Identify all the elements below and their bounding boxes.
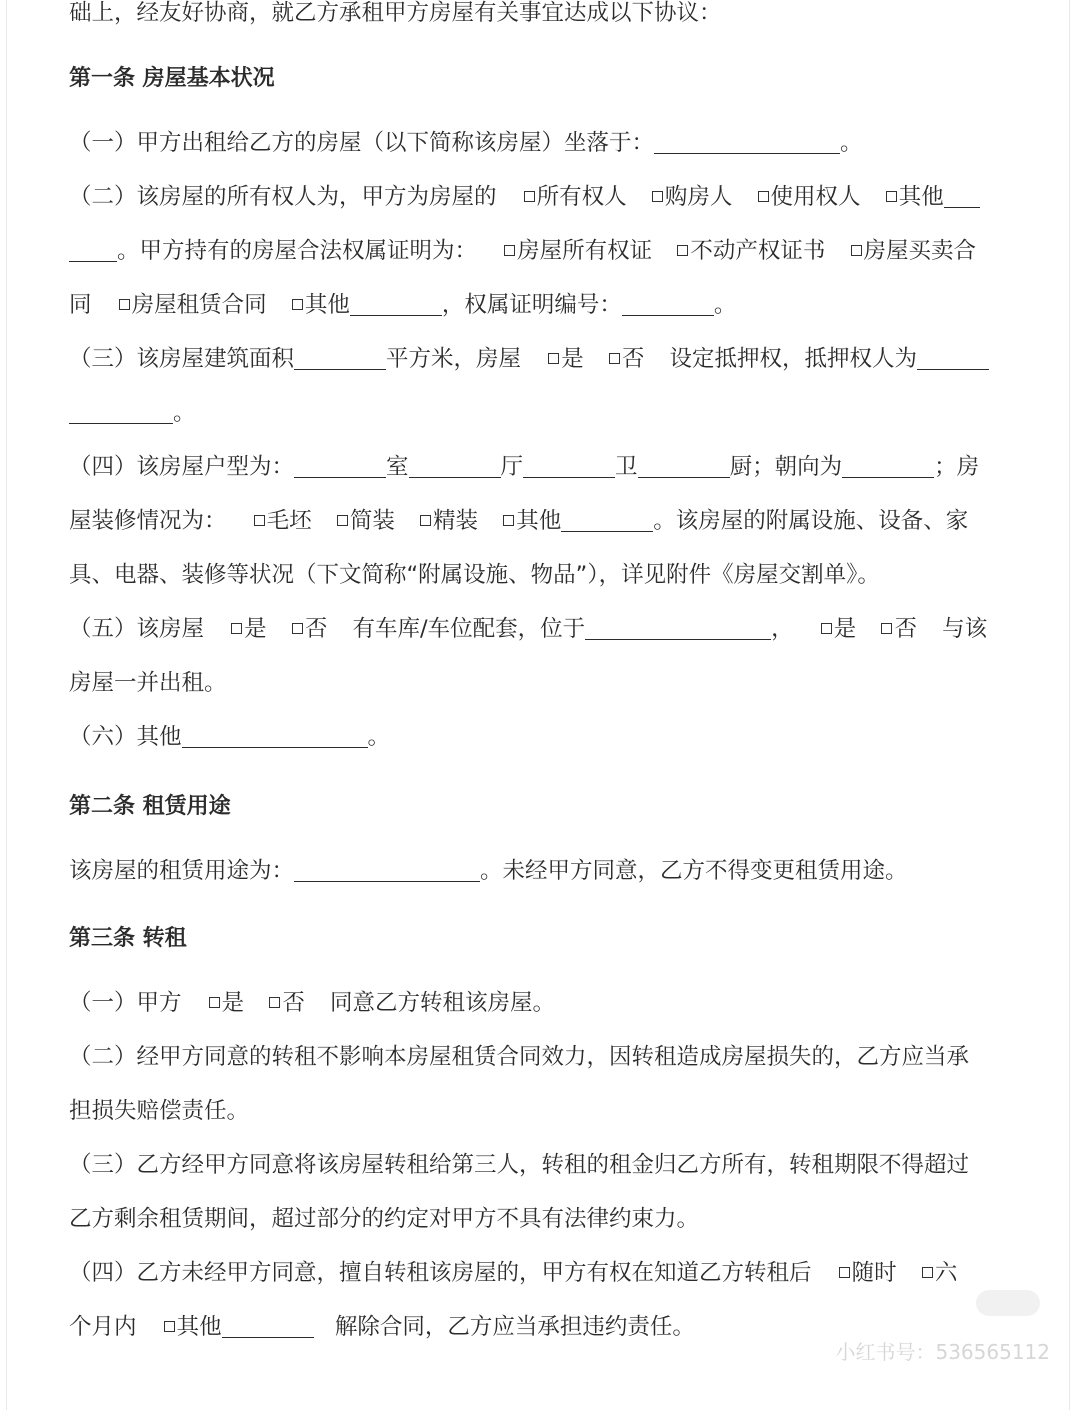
checkbox[interactable] xyxy=(758,191,769,202)
clause-3-3b: 乙方剩余租赁期间，超过部分的约定对甲方不具有法律约束力。 xyxy=(69,1206,700,1232)
checkbox[interactable] xyxy=(881,623,892,634)
checkbox[interactable] xyxy=(821,623,832,634)
clause-1-4: （四）该房屋户型为： 室 厅 卫 厨；朝向为 ；房 xyxy=(69,454,980,480)
checkbox[interactable] xyxy=(524,191,535,202)
clause-1-6: （六）其他 。 xyxy=(69,724,391,750)
blank-field[interactable] xyxy=(222,1315,314,1338)
clause-1-3b: 。 xyxy=(69,398,196,428)
blank-field[interactable] xyxy=(944,185,980,208)
blank-field[interactable] xyxy=(409,455,501,478)
clause-3-1: （一）甲方 是 否 同意乙方转租该房屋。 xyxy=(69,990,556,1016)
clause-3-3: （三）乙方经甲方同意将该房屋转租给第三人，转租的租金归乙方所有，转租期限不得超过 xyxy=(69,1152,970,1178)
blank-field[interactable] xyxy=(917,347,989,370)
blank-field[interactable] xyxy=(638,455,730,478)
checkbox[interactable] xyxy=(292,299,303,310)
blank-field[interactable] xyxy=(654,131,840,154)
article-2-heading: 第二条 租赁用途 xyxy=(69,794,231,819)
checkbox[interactable] xyxy=(337,515,348,526)
intro-line: 础上，经友好协商，就乙方承租甲方房屋有关事宜达成以下协议： xyxy=(69,0,722,26)
checkbox[interactable] xyxy=(609,353,620,364)
clause-3-2: （二）经甲方同意的转租不影响本房屋租赁合同效力，因转租造成房屋损失的，乙方应当承 xyxy=(69,1044,970,1070)
checkbox[interactable] xyxy=(119,299,130,310)
clause-2-1: 该房屋的租赁用途为： 。未经甲方同意，乙方不得变更租赁用途。 xyxy=(69,858,908,884)
checkbox[interactable] xyxy=(886,191,897,202)
checkbox[interactable] xyxy=(504,245,515,256)
clause-3-4b: 个月内 其他 解除合同，乙方应当承担违约责任。 xyxy=(69,1314,695,1340)
blank-field[interactable] xyxy=(69,239,117,262)
blank-field[interactable] xyxy=(622,293,714,316)
clause-1-3: （三）该房屋建筑面积 平方米，房屋 是 否 设定抵押权，抵押权人为 xyxy=(69,344,989,374)
blank-field[interactable] xyxy=(182,725,368,748)
clause-1-5b: 房屋一并出租。 xyxy=(69,670,227,696)
checkbox[interactable] xyxy=(231,623,242,634)
clause-3-4: （四）乙方未经甲方同意，擅自转租该房屋的，甲方有权在知道乙方转租后 随时 六 xyxy=(69,1260,958,1286)
checkbox[interactable] xyxy=(652,191,663,202)
article-3-heading: 第三条 转租 xyxy=(69,926,187,951)
article-1-heading: 第一条 房屋基本状况 xyxy=(69,66,275,91)
clause-1-5: （五）该房屋 是 否 有车库/车位配套，位于 ， 是 否 与该 xyxy=(69,616,988,642)
checkbox[interactable] xyxy=(839,1267,850,1278)
checkbox[interactable] xyxy=(851,245,862,256)
watermark-text: 小红书号：536565112 xyxy=(835,1340,1050,1364)
checkbox[interactable] xyxy=(677,245,688,256)
watermark-logo xyxy=(976,1290,1040,1316)
blank-field[interactable] xyxy=(585,617,771,640)
clause-1-1: （一）甲方出租给乙方的房屋（以下简称该房屋）坐落于： 。 xyxy=(69,130,863,156)
blank-field[interactable] xyxy=(69,401,173,424)
checkbox[interactable] xyxy=(164,1321,175,1332)
blank-field[interactable] xyxy=(294,455,386,478)
blank-field[interactable] xyxy=(294,859,480,882)
checkbox[interactable] xyxy=(254,515,265,526)
clause-1-2c: 同 房屋租赁合同 其他 ，权属证明编号： 。 xyxy=(69,292,737,318)
blank-field[interactable] xyxy=(561,509,653,532)
clause-3-2b: 担损失赔偿责任。 xyxy=(69,1098,250,1124)
checkbox[interactable] xyxy=(209,997,220,1008)
checkbox[interactable] xyxy=(548,353,559,364)
document-page xyxy=(6,0,1070,1410)
blank-field[interactable] xyxy=(350,293,442,316)
blank-field[interactable] xyxy=(523,455,615,478)
blank-field[interactable] xyxy=(294,347,386,370)
clause-1-4c: 具、电器、装修等状况（下文简称“附属设施、物品”），详见附件《房屋交割单》。 xyxy=(69,562,880,588)
clause-1-4b: 屋装修情况为： 毛坯 简装 精装 其他 。该房屋的附属设施、设备、家 xyxy=(69,508,969,534)
clause-1-2b: 。甲方持有的房屋合法权属证明为： 房屋所有权证 不动产权证书 房屋买卖合 xyxy=(69,236,976,266)
checkbox[interactable] xyxy=(503,515,514,526)
checkbox[interactable] xyxy=(292,623,303,634)
checkbox[interactable] xyxy=(269,997,280,1008)
blank-field[interactable] xyxy=(842,455,934,478)
checkbox[interactable] xyxy=(420,515,431,526)
clause-1-2: （二）该房屋的所有权人为，甲方为房屋的 所有权人 购房人 使用权人 其他 xyxy=(69,182,980,212)
checkbox[interactable] xyxy=(922,1267,933,1278)
